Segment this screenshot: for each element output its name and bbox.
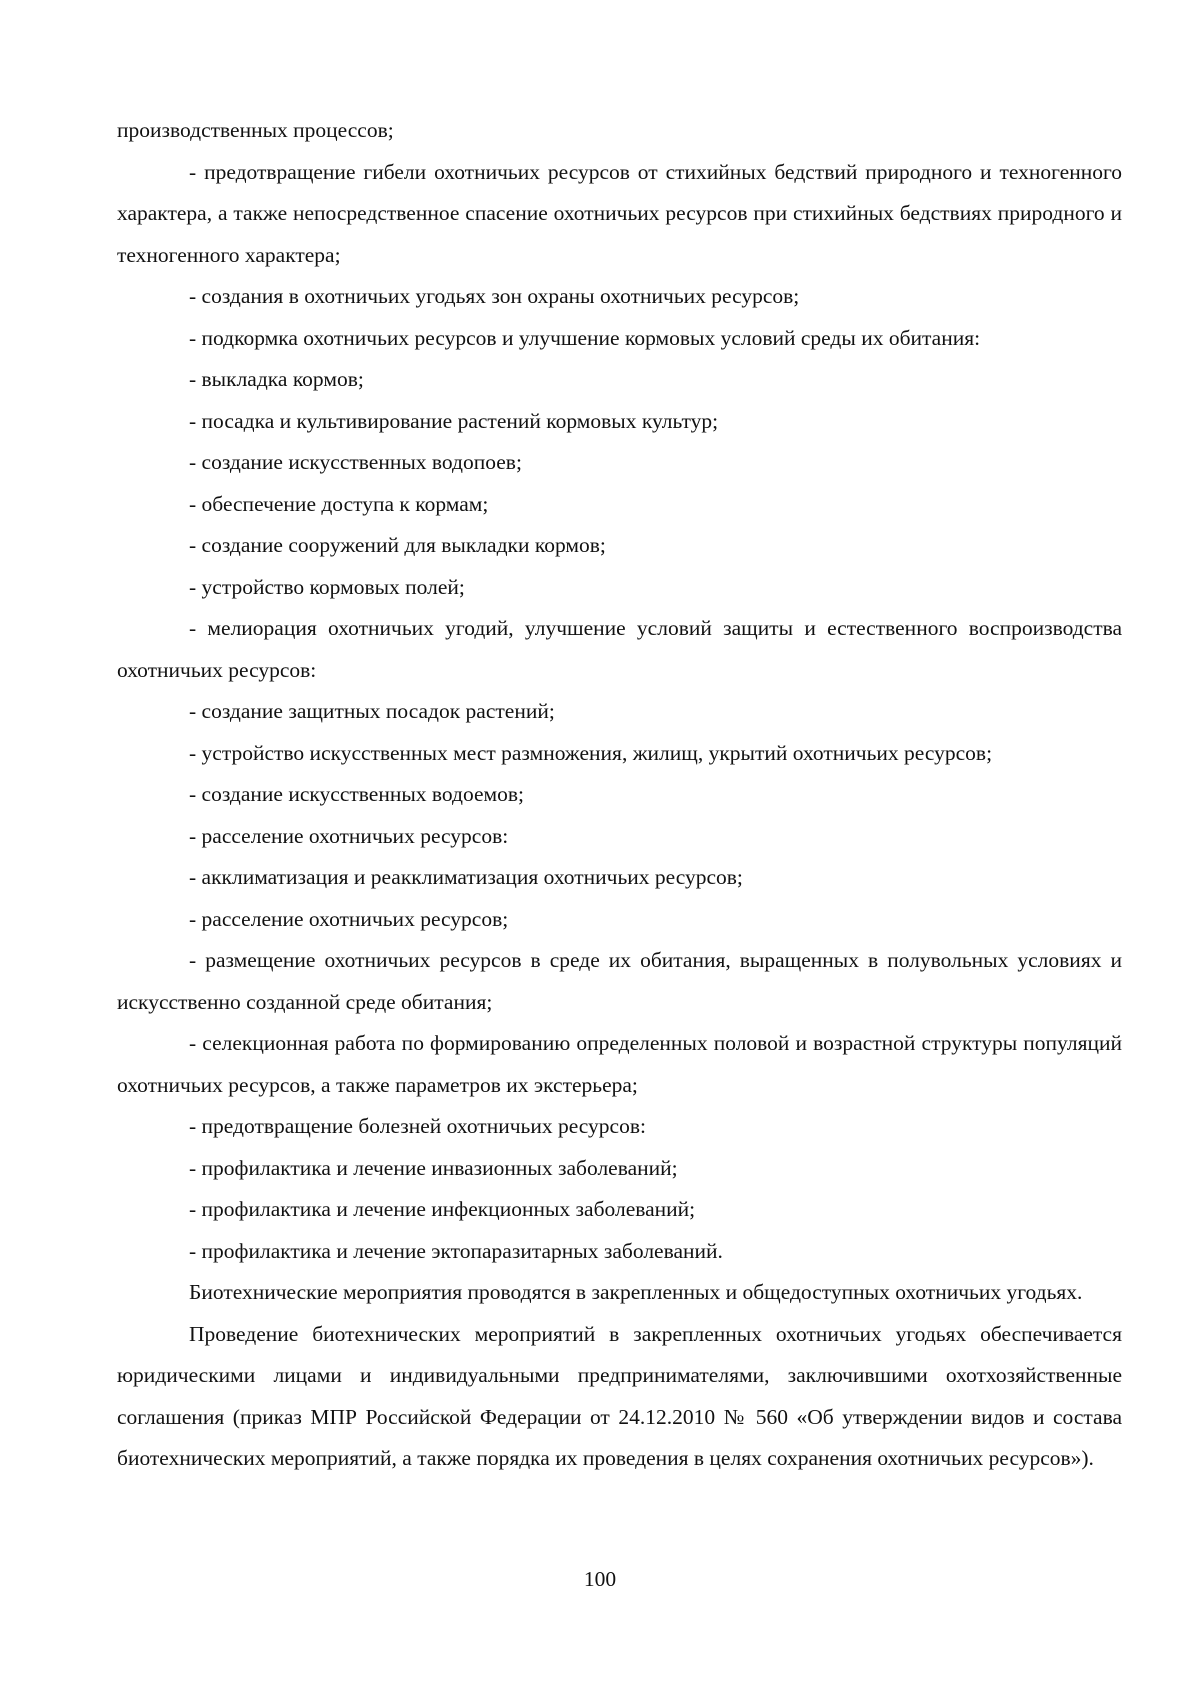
paragraph-18: - селекционная работа по формированию определенных половой и возрастной структуры популяций охотничьих ресурсов, а также параметров их экстерьера;: [117, 1031, 1122, 1097]
paragraph-12: - устройство искусственных мест размножения, жилищ, укрытий охотничьих ресурсов;: [189, 740, 993, 765]
page-number: 100: [583, 1567, 617, 1591]
paragraph-23: Биотехнические мероприятия проводятся в закрепленных и общедоступных охотничьих угодьях.: [189, 1280, 1083, 1304]
paragraph-21: - профилактика и лечение инфекционных заболеваний;: [189, 1197, 696, 1221]
paragraph-10: - мелиорация охотничьих угодий, улучшение условий защиты и естественного воспроизводства охотничьих ресурсов:: [117, 616, 1122, 682]
paragraph-20: - профилактика и лечение инвазионных заболеваний;: [189, 1155, 678, 1180]
paragraph-11: - создание защитных посадок растений;: [189, 699, 555, 723]
document-body: [117, 110, 1122, 1480]
paragraph-1: - предотвращение гибели охотничьих ресурсов от стихийных бедствий природного и техногенного характера, а также непосредственное спасение охотничьих ресурсов при стихийных бедствиях природного и техногенного характера;: [117, 159, 1122, 267]
paragraph-14: - расселение охотничьих ресурсов:: [189, 823, 509, 848]
paragraph-6: - создание искусственных водопоев;: [189, 450, 522, 474]
paragraph-9: - устройство кормовых полей;: [189, 574, 465, 599]
paragraph-8: - создание сооружений для выкладки кормов;: [189, 533, 606, 557]
paragraph-2: - создания в охотничьих угодьях зон охраны охотничьих ресурсов;: [189, 284, 800, 308]
paragraph-4: - выкладка кормов;: [189, 367, 364, 391]
paragraph-24: Проведение биотехнических мероприятий в закрепленных охотничьих угодьях обеспечивается юридическими лицами и индивидуальными предпринимателями, заключившими охотхозяйственные соглашения (приказ МПР Российской Федерации от 24.12.2010 № 560 «Об утверждении видов и состава биотехнических мероприятий, а также порядка их проведения в целях сохранения охотничьих ресурсов»).: [117, 1321, 1122, 1470]
paragraph-5: - посадка и культивирование растений кормовых культур;: [189, 408, 719, 433]
paragraph-17: - размещение охотничьих ресурсов в среде их обитания, выращенных в полувольных условиях и искусственно созданной среде обитания;: [117, 948, 1122, 1014]
paragraph-22: - профилактика и лечение эктопаразитарных заболеваний.: [189, 1238, 723, 1263]
paragraph-0: производственных процессов;: [117, 118, 394, 142]
paragraph-7: - обеспечение доступа к кормам;: [189, 491, 489, 516]
paragraph-3: - подкормка охотничьих ресурсов и улучшение кормовых условий среды их обитания:: [189, 325, 981, 350]
paragraph-19: - предотвращение болезней охотничьих ресурсов:: [189, 1114, 646, 1138]
paragraph-13: - создание искусственных водоемов;: [189, 782, 525, 806]
paragraph-16: - расселение охотничьих ресурсов;: [189, 906, 509, 931]
paragraph-15: - акклиматизация и реакклиматизация охотничьих ресурсов;: [189, 865, 743, 889]
